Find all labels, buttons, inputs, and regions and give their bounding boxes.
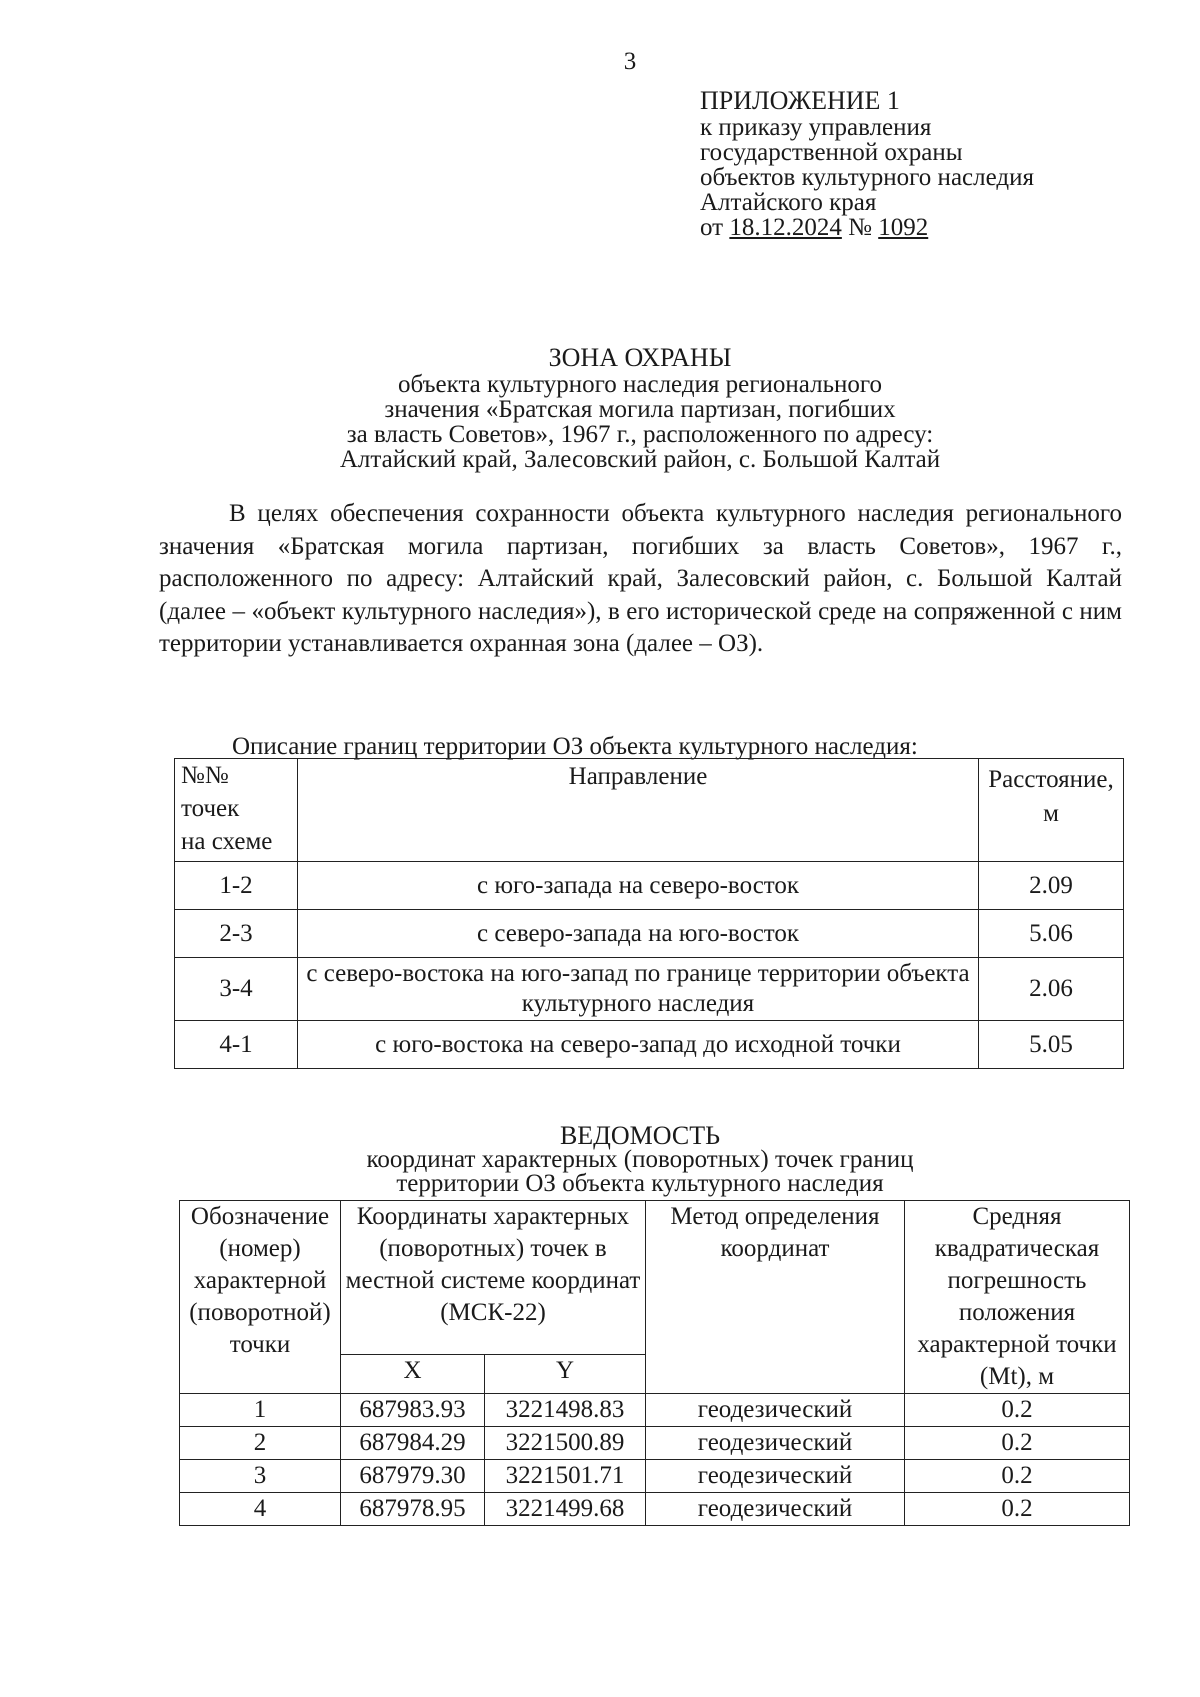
distance-header [979,759,1124,862]
boundary-table [174,758,1124,1069]
number-prefix: № [848,214,872,241]
page-number: 3 [623,48,637,75]
table-header-row [175,759,1124,862]
x-header: X [341,1354,485,1393]
points-header-line: на схеме [181,828,273,855]
table-header-row [180,1201,1130,1355]
table-row [175,862,1124,910]
distance-cell: 5.06 [979,910,1124,958]
table-row [180,1394,1130,1427]
error-cell: 0.2 [905,1493,1130,1526]
coords-title-main: ВЕДОМОСТЬ [559,1121,721,1150]
distance-cell: 2.09 [979,862,1124,910]
direction-cell: с юго-востока на северо-запад до исходной точки [298,1021,979,1069]
points-cell: 4-1 [175,1021,298,1069]
document-title [200,345,1080,472]
error-cell: 0.2 [905,1427,1130,1460]
method-cell: геодезический [646,1493,905,1526]
method-cell: геодезический [646,1460,905,1493]
error-cell: 0.2 [905,1460,1130,1493]
title-line: за власть Советов», 1967 г., расположенного по адресу: [346,421,934,448]
coordinates-header: Координаты характерных (поворотных) точек в местной системе координат (МСК-22) [341,1201,646,1355]
distance-cell: 5.05 [979,1021,1124,1069]
points-cell: 2-3 [175,910,298,958]
boundary-table-caption: Описание границ территории ОЗ объекта культурного наследия: [232,733,918,760]
direction-header: Направление [298,759,979,862]
direction-cell: с северо-запада на юго-восток [298,910,979,958]
date-prefix: от [700,214,724,241]
table-row [175,1021,1124,1069]
y-cell: 3221499.68 [485,1493,646,1526]
coords-subtitle-line: координат характерных (поворотных) точек границ [366,1146,914,1173]
title-main: ЗОНА ОХРАНЫ [548,343,732,372]
title-line: объекта культурного наследия регионального [398,371,882,398]
point-cell: 2 [180,1427,341,1460]
title-line: значения «Братская могила партизан, погибших [384,396,896,423]
method-cell: геодезический [646,1427,905,1460]
method-header: Метод определения координат [646,1201,905,1394]
point-cell: 1 [180,1394,341,1427]
x-cell: 687983.93 [341,1394,485,1427]
y-cell: 3221500.89 [485,1427,646,1460]
method-cell: геодезический [646,1394,905,1427]
table-row [175,910,1124,958]
table-row [180,1493,1130,1526]
error-header: Средняя квадратическая погрешность положения характерной точки (Mt), м [905,1201,1130,1394]
point-cell: 3 [180,1460,341,1493]
table-row [175,958,1124,1021]
table-row [180,1427,1130,1460]
points-header [175,759,298,862]
designation-header: Обозначение (номер) характерной (поворотной) точки [180,1201,341,1394]
y-header: Y [485,1354,646,1393]
annex-heading: ПРИЛОЖЕНИЕ 1 [700,86,900,115]
annex-line: государственной охраны [700,139,963,166]
coords-subtitle-line: территории ОЗ объекта культурного наследия [396,1170,884,1197]
distance-header-line: Расстояние, [988,766,1114,793]
distance-cell: 2.06 [979,958,1124,1021]
annex-line: объектов культурного наследия [700,164,1034,191]
order-date: 18.12.2024 [729,214,842,241]
order-number: 1092 [878,214,929,241]
annex-line: к приказу управления [700,114,932,141]
direction-cell: с юго-запада на северо-восток [298,862,979,910]
table-row [180,1460,1130,1493]
annex-line: Алтайского края [700,189,877,216]
point-cell: 4 [180,1493,341,1526]
distance-header-line: м [1043,800,1059,827]
body-paragraph: В целях обеспечения сохранности объекта культурного наследия регионального значения «Братская могила партизан, погибших за власть Советов», 1967 г., расположенного по адресу: Алтайский край, Залесовский район, с. Большой Калтай (далее – «объект культурного наследия»), в его исторической среде на сопряженной с ним территории устанавливается охранная зона (далее – ОЗ). [159,500,1122,657]
error-cell: 0.2 [905,1394,1130,1427]
direction-cell: с северо-востока на юго-запад по границе территории объекта культурного наследия [298,958,979,1021]
points-cell: 1-2 [175,862,298,910]
annex-block [700,88,1034,240]
title-line: Алтайский край, Залесовский район, с. Большой Калтай [339,446,941,473]
points-cell: 3-4 [175,958,298,1021]
points-header-line: точек [181,795,240,822]
points-header-line: №№ [181,762,229,789]
y-cell: 3221501.71 [485,1460,646,1493]
y-cell: 3221498.83 [485,1394,646,1427]
x-cell: 687978.95 [341,1493,485,1526]
coordinates-table [179,1200,1130,1526]
annex-date-line [700,215,1034,240]
coords-section-title [200,1121,1080,1197]
x-cell: 687984.29 [341,1427,485,1460]
x-cell: 687979.30 [341,1460,485,1493]
